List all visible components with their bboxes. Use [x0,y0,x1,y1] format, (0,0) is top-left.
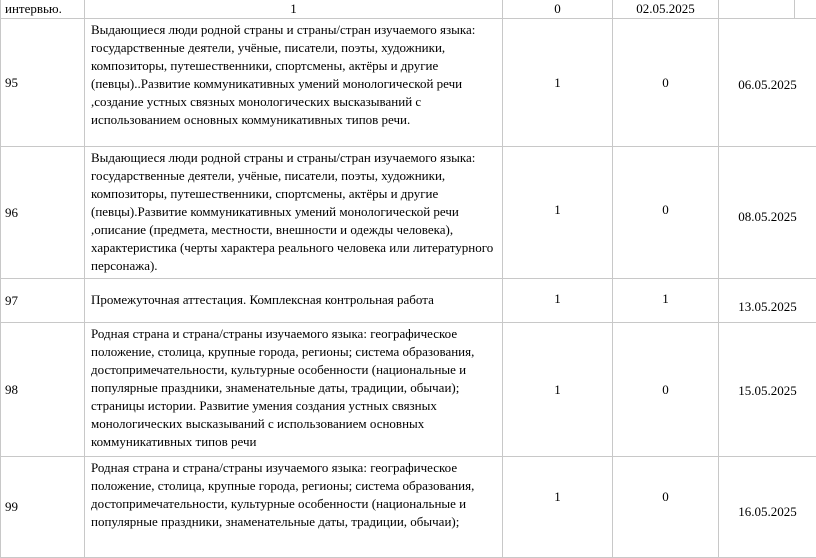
table-row [1,19,816,147]
hours-cell: 1 [85,0,503,19]
table-row [1,147,816,279]
control-cell: 0 [613,457,719,558]
table-row [1,0,816,19]
topic-cell: Промежуточная аттестация. Комплексная контрольная работа [85,279,503,323]
table-row [1,457,816,558]
date-text: 06.05.2025 [719,72,816,94]
date-cell [719,147,816,279]
date-cell [719,279,816,323]
date-cell [719,19,816,147]
control-cell: 1 [613,279,719,323]
date-text: 08.05.2025 [719,200,816,226]
topic-cell: Родная страна и страна/страны изучаемого языка: географическое положение, столица, крупные города, регионы; система образования, достопримечательности, культурные особенности (национальные и популярные праздники, знаменательные даты, традиции, обычаи); страницы истории. Развитие умения создания устных связных монологических высказываний с использованием основных коммуникативных типов речи [85,323,503,457]
table-row [1,279,816,323]
hours-cell: 1 [503,147,613,279]
topic-cell: Родная страна и страна/страны изучаемого языка: географическое положение, столица, крупные города, регионы; система образования, достопримечательности, культурные особенности (национальные и популярные праздники, знаменательные даты, традиции, обычаи); [85,457,503,558]
hours-cell: 1 [503,323,613,457]
topic-cell: Выдающиеся люди родной страны и страны/стран изучаемого языка: государственные деятели, учёные, писатели, поэты, художники, композиторы, путешественники, спортсмены, актёры и другие (певцы)..Развитие коммуникативных умений монологической речи ,создание устных связных монологических высказываний с использованием основных коммуникативных типов речи. [85,19,503,147]
hours-cell: 1 [503,457,613,558]
row-number-cell: 97 [1,279,85,323]
date-text: 13.05.2025 [719,286,816,316]
row-number-cell: 98 [1,323,85,457]
fact-date-cell [719,0,795,19]
row-number-cell: интервью. [1,0,85,19]
date-text: 15.05.2025 [719,380,816,400]
date-text: 16.05.2025 [719,493,816,521]
empty-cell [795,0,816,19]
row-number-cell: 99 [1,457,85,558]
table-row [1,323,816,457]
date-cell [719,323,816,457]
control-cell: 0 [613,147,719,279]
topic-cell: Выдающиеся люди родной страны и страны/стран изучаемого языка: государственные деятели, учёные, писатели, поэты, художники, композиторы, путешественники, спортсмены, актёры и другие (певцы).Развитие коммуникативных умений монологической речи ,описание (предмета, местности, внешности и одежды человека), характеристика (черты характера реального человека или литературного персонажа). [85,147,503,279]
hours-cell: 1 [503,19,613,147]
control-cell: 0 [613,323,719,457]
control-cell: 0 [503,0,613,19]
row-number-cell: 95 [1,19,85,147]
row-number-cell: 96 [1,147,85,279]
hours-cell: 1 [503,279,613,323]
date-cell: 02.05.2025 [613,0,719,19]
date-cell [719,457,816,558]
control-cell: 0 [613,19,719,147]
